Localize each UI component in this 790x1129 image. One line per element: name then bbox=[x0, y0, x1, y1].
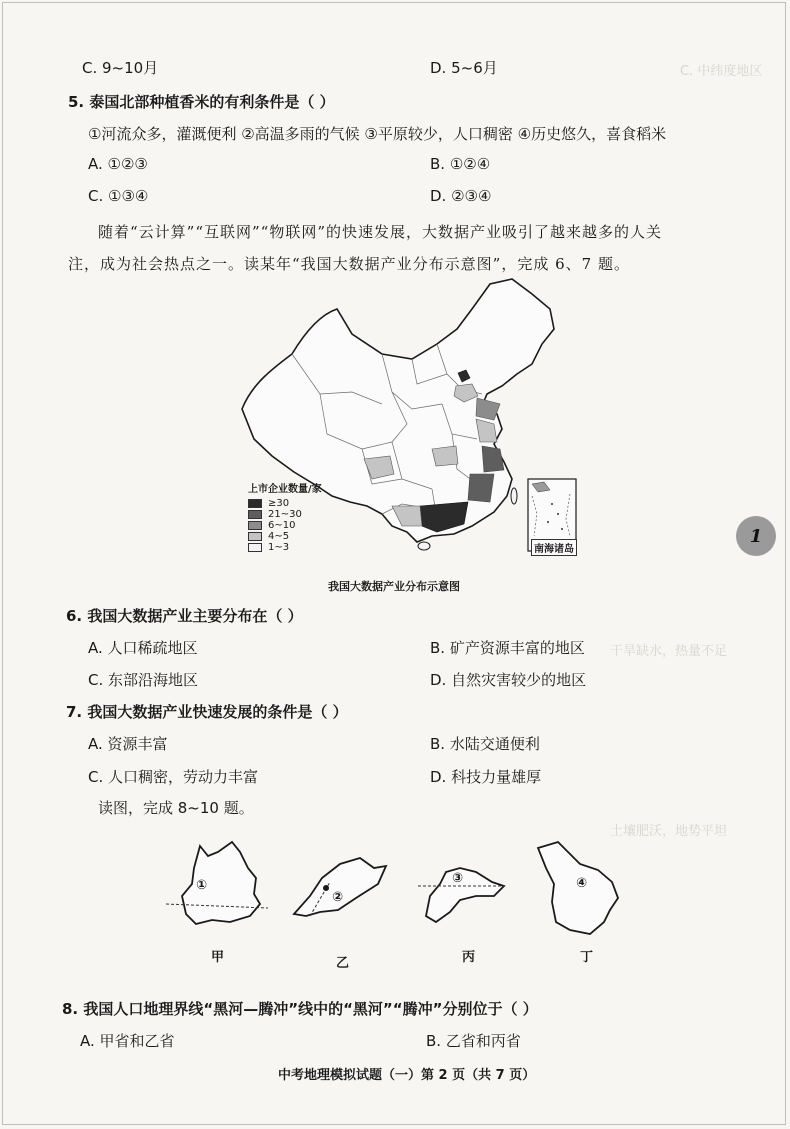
hainan-island bbox=[418, 542, 430, 550]
q7-option-b[interactable]: B. 水陆交通便利 bbox=[430, 735, 540, 753]
province-name-yi: 乙 bbox=[336, 956, 350, 971]
region-zhejiang bbox=[482, 446, 504, 472]
intro-6-7-line2: 注，成为社会热点之一。读某年“我国大数据产业分布示意图”，完成 6、7 题。 bbox=[68, 255, 630, 273]
q5-option-a[interactable]: A. ①②③ bbox=[88, 155, 148, 173]
legend-label: ≥30 bbox=[268, 498, 290, 509]
province-name-jia: 甲 bbox=[211, 950, 225, 965]
taiwan-island bbox=[511, 488, 517, 504]
map-legend bbox=[248, 480, 322, 553]
legend-label: 1~3 bbox=[268, 542, 290, 553]
province-yi-outline bbox=[294, 858, 386, 916]
q6-option-c[interactable]: C. 东部沿海地区 bbox=[88, 671, 199, 689]
show-through-text: 干旱缺水，热量不足 bbox=[610, 644, 728, 659]
legend-row bbox=[248, 520, 322, 531]
q5-stem: 5. 泰国北部种植香米的有利条件是（ ） bbox=[68, 93, 335, 111]
legend-title: 上市企业数量/家 bbox=[248, 484, 322, 495]
intro-6-7-line1: 随着“云计算”“互联网”“物联网”的快速发展，大数据产业吸引了越来越多的人关 bbox=[98, 223, 663, 241]
region-hubei bbox=[432, 446, 458, 466]
province-jia-outline bbox=[182, 842, 260, 924]
legend-row bbox=[248, 498, 322, 509]
map-caption: 我国大数据产业分布示意图 bbox=[328, 580, 460, 593]
legend-label: 21~30 bbox=[268, 509, 302, 520]
legend-label: 6~10 bbox=[268, 520, 296, 531]
q4-option-d[interactable]: D. 5~6月 bbox=[430, 59, 498, 77]
q7-option-d[interactable]: D. 科技力量雄厚 bbox=[430, 768, 542, 786]
province-num-3: ③ bbox=[452, 871, 464, 886]
legend-swatch bbox=[248, 510, 262, 519]
legend-swatch bbox=[248, 499, 262, 508]
show-through-text: C. 中纬度地区 bbox=[680, 64, 763, 79]
legend-row bbox=[248, 509, 322, 520]
province-num-1: ① bbox=[196, 878, 208, 893]
show-through-text: 土壤肥沃，地势平坦 bbox=[610, 824, 728, 839]
intro-8-10: 读图，完成 8~10 题。 bbox=[98, 799, 254, 817]
legend-label: 4~5 bbox=[268, 531, 290, 542]
q6-option-d[interactable]: D. 自然灾害较少的地区 bbox=[430, 671, 587, 689]
q8-option-b[interactable]: B. 乙省和丙省 bbox=[426, 1032, 521, 1050]
q6-option-b[interactable]: B. 矿产资源丰富的地区 bbox=[430, 639, 585, 657]
region-fujian bbox=[468, 474, 494, 502]
q5-option-c[interactable]: C. ①③④ bbox=[88, 187, 149, 205]
q5-option-b[interactable]: B. ①②④ bbox=[430, 155, 491, 173]
province-name-bing: 丙 bbox=[462, 950, 476, 965]
province-figures bbox=[160, 838, 640, 948]
province-name-ding: 丁 bbox=[580, 950, 594, 965]
legend-row bbox=[248, 542, 322, 553]
q8-option-a[interactable]: A. 甲省和乙省 bbox=[80, 1032, 175, 1050]
q5-option-d[interactable]: D. ②③④ bbox=[430, 187, 492, 205]
q4-option-c[interactable]: C. 9~10月 bbox=[82, 59, 159, 77]
province-num-4: ④ bbox=[576, 876, 588, 891]
q7-option-c[interactable]: C. 人口稠密，劳动力丰富 bbox=[88, 768, 259, 786]
legend-row bbox=[248, 531, 322, 542]
legend-swatch bbox=[248, 532, 262, 541]
q6-option-a[interactable]: A. 人口稀疏地区 bbox=[88, 639, 198, 657]
q8-stem: 8. 我国人口地理界线“黑河—腾冲”线中的“黑河”“腾冲”分别位于（ ） bbox=[62, 1000, 538, 1018]
legend-swatch bbox=[248, 543, 262, 552]
legend-swatch bbox=[248, 521, 262, 530]
province-bing-outline bbox=[426, 868, 504, 922]
q5-items: ①河流众多，灌溉便利 ②高温多雨的气候 ③平原较少，人口稠密 ④历史悠久，喜食稻米 bbox=[88, 125, 667, 143]
inset-label: 南海诸岛 bbox=[531, 539, 577, 556]
page-footer: 中考地理模拟试题（一）第 2 页（共 7 页） bbox=[278, 1068, 536, 1083]
q6-stem: 6. 我国大数据产业主要分布在（ ） bbox=[66, 607, 303, 625]
q7-option-a[interactable]: A. 资源丰富 bbox=[88, 735, 168, 753]
q7-stem: 7. 我国大数据产业快速发展的条件是（ ） bbox=[66, 703, 348, 721]
page-section-tab: 1 bbox=[736, 516, 776, 556]
province-num-2: ② bbox=[332, 890, 344, 905]
